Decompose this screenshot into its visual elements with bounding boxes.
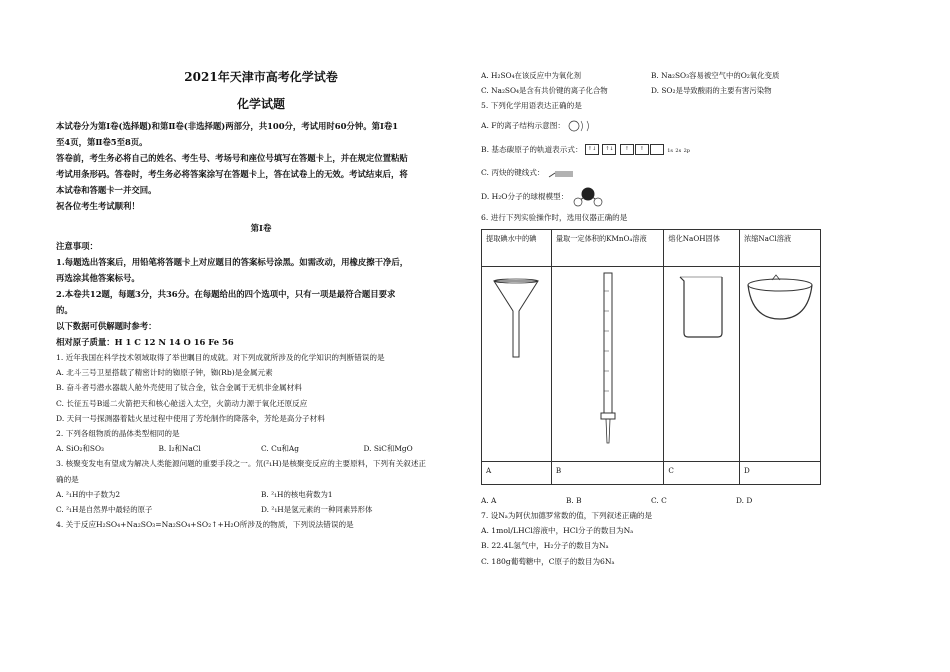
question-5 <box>481 98 821 209</box>
options-row <box>481 493 821 508</box>
question-stem: 5. 下列化学用语表达正确的是 <box>481 101 582 111</box>
option-b: B. ²₁H的核电荷数为1 <box>261 489 333 499</box>
option-c: C. ²₁H是自然界中最轻的原子 <box>56 505 153 515</box>
orbital-label: 1s <box>667 147 673 154</box>
question-3 <box>56 456 466 517</box>
intro-block <box>56 118 466 214</box>
orbital-label: 2s <box>675 147 682 154</box>
evaporating-dish-icon <box>744 271 816 327</box>
question-stem: 3. 核聚变发电有望成为解决人类能源问题的重要手段之一。氘(²₁H)是核聚变反应的主要原料，下列有关叙述正 <box>56 459 427 469</box>
ion-structure-icon <box>567 118 595 134</box>
table-cell: B <box>551 461 664 484</box>
intro-line: 考试用条形码。答卷时，考生务必将答案涂写在答题卡上，答在试卷上的无效。考试结束后，将 <box>56 169 408 179</box>
table-cell <box>664 266 740 461</box>
intro-line: 本试卷和答题卡一并交回。 <box>56 185 157 195</box>
option-d: D. D <box>736 495 753 505</box>
beaker-icon <box>674 271 730 341</box>
option-b: B. Na₂SO₃容易被空气中的O₂氧化变质 <box>651 71 780 80</box>
table-cell <box>482 266 552 461</box>
option-d: D. ²₁H是氢元素的一种同素异形体 <box>261 505 373 515</box>
intro-line: 祝各位考生考试顺利！ <box>56 201 140 211</box>
table-cell: 提取碘水中的碘 <box>482 229 552 266</box>
question-stem: 7. 设Nₐ为阿伏加德罗常数的值，下列叙述正确的是 <box>481 511 653 521</box>
orbital-box-icon <box>650 144 664 155</box>
question-1 <box>56 350 466 426</box>
exam-title: 2021年天津市高考化学试卷 <box>184 70 338 84</box>
question-6 <box>481 210 821 508</box>
apparatus-table <box>481 229 821 485</box>
table-cell: 浓缩NaCl溶液 <box>740 229 821 266</box>
orbital-box-icon: ↑ <box>635 144 649 155</box>
option-a: A. H₂SO₄在该反应中为氧化剂 <box>481 71 582 80</box>
orbital-box-icon: ↑↓ <box>602 144 616 155</box>
left-column <box>56 68 466 532</box>
question-stem: 6. 进行下列实验操作时，选用仪器正确的是 <box>481 212 628 222</box>
notes-line: 1.每题选出答案后，用铅笔将答题卡上对应题目的答案标号涂黑。如需改动，用橡皮擦干净后， <box>56 257 409 267</box>
orbital-box-icon: ↑ <box>620 144 634 155</box>
option-d: D. 天问一号探测器着陆火星过程中使用了芳纶制作的降落伞，芳纶是高分子材料 <box>56 413 325 423</box>
notes-line: 相对原子质量：H 1 C 12 N 14 O 16 Fe 56 <box>56 337 234 347</box>
option-d: D. SO₂是导致酸雨的主要有害污染物 <box>651 86 772 96</box>
option-b: B. 奋斗者号潜水器载人舱外壳使用了钛合金，钛合金属于无机非金属材料 <box>56 383 302 393</box>
table-row <box>482 461 821 484</box>
option-a: A. SiO₂和SO₃ <box>56 444 104 454</box>
intro-line: 答卷前，考生务必将自己的姓名、考生号、考场号和座位号填写在答题卡上，并在规定位置粘贴 <box>56 153 408 163</box>
option-c: C. 长征五号B遥二火箭把天和核心舱送入太空，火箭动力源于氧化还原反应 <box>56 398 308 408</box>
right-column <box>481 68 821 569</box>
option-a: A. F的离子结构示意图： <box>481 114 821 138</box>
option-c: C. C <box>651 495 667 505</box>
notes-line: 再选涂其他答案标号。 <box>56 273 140 283</box>
question-stem: 4. 关于反应H₂SO₄+Na₂SO₃=Na₂SO₄+SO₂↑+H₂O所涉及的物质，下列说法错误的是 <box>56 520 354 530</box>
question-stem: 1. 近年我国在科学技术领域取得了举世瞩目的成就。对下列成就所涉及的化学知识的判断错误的是 <box>56 353 385 362</box>
orbital-box-icon: ↑↓ <box>585 144 599 155</box>
ball-stick-model-icon <box>571 185 605 209</box>
notes-line: 的。 <box>56 305 73 315</box>
section-heading: 第Ⅰ卷 <box>250 223 272 233</box>
table-cell <box>551 266 664 461</box>
options-row <box>56 441 466 456</box>
option-a: A. 1mol/LHCl溶液中，HCl分子的数目为Nₐ <box>481 526 634 536</box>
option-d: D. SiC和MgO <box>363 444 413 454</box>
option-c: C. 180g葡萄糖中，C原子的数目为6Nₐ <box>481 556 615 566</box>
orbital-label: 2p <box>683 147 690 154</box>
burette-icon <box>588 271 628 449</box>
notes-line: 2.本卷共12题，每题3分，共36分。在每题给出的四个选项中，只有一项是最符合题目要求 <box>56 289 396 299</box>
question-2 <box>56 426 466 456</box>
option-b: B. 基态碳原子的轨道表示式： ↑↓ ↑↓ ↑ ↑ 1s 2s 2p <box>481 144 690 154</box>
table-cell: A <box>482 461 552 484</box>
options-row <box>56 502 466 517</box>
option-a: A. A <box>481 495 497 505</box>
intro-line: 本试卷分为第Ⅰ卷(选择题)和第Ⅱ卷(非选择题)两部分，共100分，考试用时60分钟。第Ⅰ卷1 <box>56 121 399 131</box>
options-row <box>481 68 821 83</box>
table-cell: D <box>740 461 821 484</box>
notes-line: 以下数据可供解题时参考： <box>56 321 157 331</box>
notes-block <box>56 238 466 350</box>
table-row <box>482 266 821 461</box>
question-stem: 2. 下列各组物质的晶体类型相同的是 <box>56 429 180 439</box>
options-row <box>56 487 466 502</box>
funnel-icon <box>490 271 542 361</box>
notes-line: 注意事项： <box>56 241 98 251</box>
table-row <box>482 229 821 266</box>
option-b: B. 22.4L氢气中，H₂分子的数目为Nₐ <box>481 541 609 551</box>
option-b: B. B <box>566 495 582 505</box>
option-c: C. Na₂SO₄是含有共价键的离子化合物 <box>481 86 608 96</box>
options-row <box>481 83 821 98</box>
option-a: A. 北斗三号卫星搭载了精密计时的铷原子钟，铷(Rb)是金属元素 <box>56 368 273 378</box>
option-d: D. H₂O分子的球棍模型： <box>481 184 821 210</box>
option-b: B. I₂和NaCl <box>158 444 201 454</box>
bond-line-icon <box>547 167 575 179</box>
exam-subtitle: 化学试题 <box>236 97 285 111</box>
option-c: C. Cu和Ag <box>261 444 299 454</box>
table-cell: 熔化NaOH固体 <box>664 229 740 266</box>
intro-line: 至4页，第Ⅱ卷5至8页。 <box>56 137 148 147</box>
table-cell: 量取一定体积的KMnO₄溶液 <box>551 229 664 266</box>
question-7 <box>481 508 821 569</box>
question-stem-cont: 确的是 <box>56 474 79 484</box>
option-c: C. 丙炔的键线式： <box>481 162 821 184</box>
question-4 <box>56 517 466 532</box>
option-a: A. ²₁H的中子数为2 <box>56 489 121 499</box>
table-cell <box>740 266 821 461</box>
table-cell: C <box>664 461 740 484</box>
